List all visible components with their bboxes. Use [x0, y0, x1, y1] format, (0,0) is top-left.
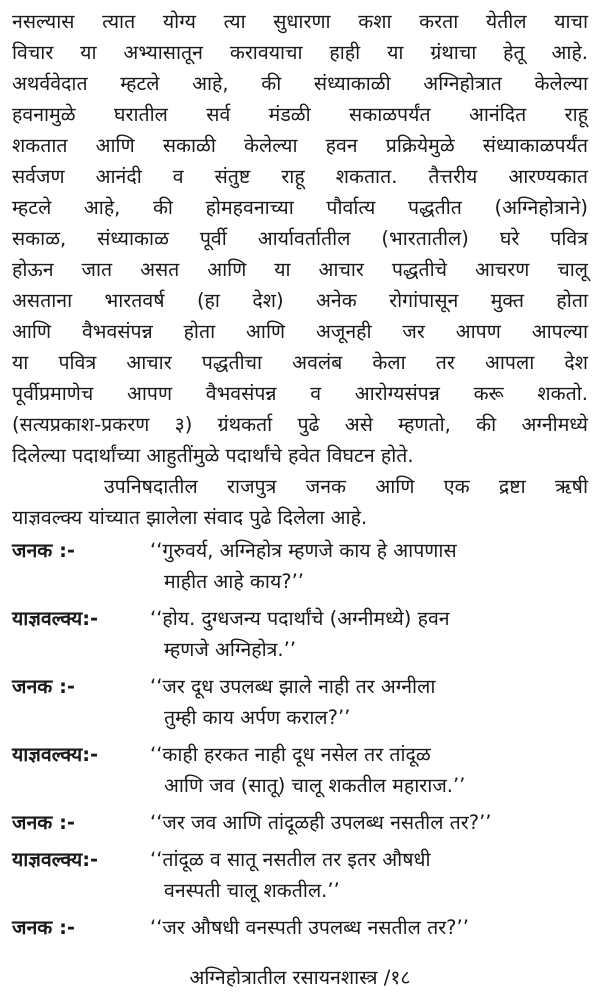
text-line: अथर्ववेदात म्हटले आहे, की संध्याकाळी अग्निहोत्रात केलेल्या [12, 72, 588, 95]
speaker-separator: :- [59, 539, 75, 562]
speech-line: ‘‘जर औषधी वनस्पती उपलब्ध नसतील तर?’’ [150, 916, 469, 939]
text-line: याज्ञवल्क्य यांच्यात झालेला संवाद पुढे दिलेला आहे. [12, 506, 368, 529]
speech-line: आणि जव (सातू) चालू शकतील महाराज.’’ [164, 774, 466, 797]
text-line: होऊन जात असत आणि या आचार पद्धतीचे आचरण चालू [12, 258, 588, 281]
page-footer: अग्निहोत्रातील रसायनशास्त्र /१८ [189, 966, 411, 989]
paragraph-2 [12, 471, 588, 533]
speech-line: ‘‘जर दूध उपलब्ध झाले नाही तर अग्नीला [150, 675, 436, 698]
speaker-name: याज्ञवल्क्य: [12, 848, 91, 871]
speech [150, 807, 588, 838]
speech [150, 671, 588, 733]
speech-line: माहीत आहे काय?’’ [164, 570, 304, 593]
text-line: सर्वजण आनंदी व संतुष्ट राहू शकतात. तैत्तरीय आरण्यकात [12, 165, 588, 188]
speaker-separator: - [90, 848, 99, 871]
text-line: या पवित्र आचार पद्धतीचा अवलंब केला तर आपला देश [12, 351, 588, 374]
speaker-name: याज्ञवल्क्य: [12, 743, 91, 766]
dialogue-turn [12, 912, 588, 943]
speaker-separator: - [90, 607, 99, 630]
speech-line: तुम्ही काय अर्पण कराल?’’ [164, 706, 351, 729]
text-line: उपनिषदातील राजपुत्र जनक आणि एक द्रष्टा ऋषी [104, 475, 588, 498]
speech-line: ‘‘गुरुवर्य, अग्निहोत्र म्हणजे काय हे आपणास [150, 539, 457, 562]
speech-line: ‘‘तांदूळ व सातू नसतील तर इतर औषधी [150, 848, 431, 871]
dialogue-turn [12, 671, 588, 733]
text-line: (सत्यप्रकाश-प्रकरण ३) ग्रंथकर्ता पुढे असे म्हणतो, की अग्नीमध्ये [12, 413, 588, 436]
speaker-name: याज्ञवल्क्य: [12, 607, 91, 630]
text-line: शकतात आणि सकाळी केलेल्या हवन प्रक्रियेमुळे संध्याकाळपर्यंत [12, 134, 588, 157]
speaker-separator: :- [59, 811, 75, 834]
speaker-label [12, 912, 150, 943]
text-line: विचार या अभ्यासातून करावयाचा हाही या ग्रंथाचा हेतू आहे. [12, 41, 588, 64]
text-line: आणि वैभवसंपन्न होता आणि अजूनही जर आपण आपल्या [12, 320, 588, 343]
speech-line: ‘‘काही हरकत नाही दूध नसेल तर तांदूळ [150, 743, 431, 766]
speaker-name: जनक [12, 811, 53, 834]
speaker-label [12, 807, 150, 838]
dialogue-turn [12, 603, 588, 665]
dialogue-turn [12, 739, 588, 801]
speaker-name: जनक [12, 675, 53, 698]
speech-line: ‘‘जर जव आणि तांदूळही उपलब्ध नसतील तर?’’ [150, 811, 492, 834]
speaker-separator: - [90, 743, 99, 766]
speaker-name: जनक [12, 539, 53, 562]
text-line: पूर्वीप्रमाणेच आपण वैभवसंपन्न व आरोग्यसंपन्न करू शकतो. [12, 382, 588, 405]
speaker-label [12, 671, 150, 702]
speaker-label [12, 844, 150, 875]
text-line: दिलेल्या पदार्थांच्या आहुतींमुळे पदार्थांचे हवेत विघटन होते. [12, 444, 414, 467]
speech-line: म्हणजे अग्निहोत्र.’’ [164, 638, 297, 661]
speech [150, 844, 588, 906]
dialogue-turn [12, 535, 588, 597]
speech [150, 603, 588, 665]
dialogue-turn [12, 844, 588, 906]
speech [150, 912, 588, 943]
dialogue [12, 535, 588, 943]
text-line: हवनामुळे घरातील सर्व मंडळी सकाळपर्यंत आनंदित राहू [12, 103, 588, 126]
speaker-label [12, 739, 150, 770]
paragraph-1 [12, 6, 588, 471]
speech [150, 535, 588, 597]
text-line: असताना भारतवर्ष (हा देश) अनेक रोगांपासून मुक्त होता [12, 289, 588, 312]
text-line: सकाळ, संध्याकाळ पूर्वी आर्यावर्तातील (भारतातील) घरे पवित्र [12, 227, 588, 250]
speaker-label [12, 603, 150, 634]
speech-line: वनस्पती चालू शकतील.’’ [164, 879, 340, 902]
speaker-label [12, 535, 150, 566]
speech-line: ‘‘होय. दुग्धजन्य पदार्थांचे (अग्नीमध्ये) हवन [150, 607, 450, 630]
text-line: नसल्यास त्यात योग्य त्या सुधारणा कशा करता येतील याचा [12, 10, 588, 33]
dialogue-turn [12, 807, 588, 838]
speaker-name: जनक [12, 916, 53, 939]
text-line: म्हटले आहे, की होमहवनाच्या पौर्वात्य पद्धतीत (अग्निहोत्राने) [12, 196, 588, 219]
speaker-separator: :- [59, 916, 75, 939]
speaker-separator: :- [59, 675, 75, 698]
speech [150, 739, 588, 801]
